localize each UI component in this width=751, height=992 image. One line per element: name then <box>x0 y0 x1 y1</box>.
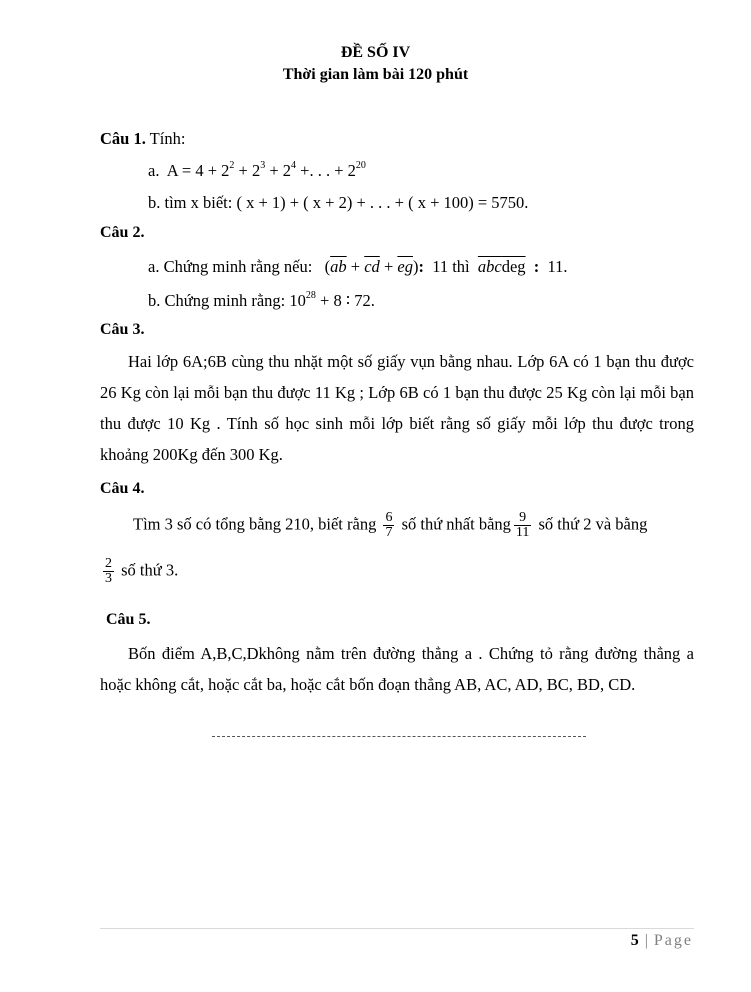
question-4-text: số thứ 3. <box>121 560 179 580</box>
footer-divider <box>100 928 694 929</box>
deg-part: deg <box>501 257 526 276</box>
question-3-label: Câu 3. <box>100 321 145 338</box>
page-number: 5 <box>630 932 640 949</box>
q1a-exp: 2 <box>229 159 235 171</box>
question-1a <box>148 161 366 181</box>
q1a-term: A = 4 + 2 <box>166 161 230 180</box>
question-4-line-1 <box>133 511 647 540</box>
question-1b: b. tìm x biết: ( x + 1) + ( x + 2) + . . . + ( x + 100) = 5750. <box>148 193 529 212</box>
fraction-9-11 <box>514 511 531 540</box>
question-3-text: Hai lớp 6A;6B cùng thu nhặt một số giấy vụn bằng nhau. Lớp 6A có 1 bạn thu được 26 Kg còn lại mỗi bạn thu được 11 Kg ; Lớp 6B có 1 bạn thu được 25 Kg còn lại mỗi bạn thu được 10 Kg . Tính số học sinh mỗi lớp biết rằng số giấy mỗi lớp thu được trong khoảng 200Kg đến 300 Kg. <box>100 352 694 464</box>
end-divider <box>212 736 586 737</box>
question-4-line-2 <box>100 557 178 586</box>
question-2a-text: a. Chứng minh rằng nếu: <box>148 257 313 276</box>
question-2-label: Câu 2. <box>100 224 145 241</box>
overline-cd: $\overline{cd}$ <box>364 257 380 276</box>
question-4-text: số thứ nhất bằng <box>401 514 511 534</box>
page-word: Page <box>653 932 693 949</box>
question-2b <box>148 291 375 311</box>
fraction-6-7 <box>383 511 394 540</box>
overline-abcdeg <box>478 257 526 276</box>
exam-title: ĐỀ SỐ IV <box>340 44 411 61</box>
question-2a-mid: 11 thì <box>432 257 470 276</box>
question-5-label: Câu 5. <box>106 611 151 628</box>
question-1-label: Câu 1. <box>100 129 146 148</box>
fraction-den: 11 <box>515 525 530 540</box>
question-1-intro: Tính: <box>149 129 186 148</box>
question-1 <box>100 129 185 149</box>
fraction-den: 7 <box>385 525 393 540</box>
overline-ab: $\overline{ab}$ <box>330 257 347 276</box>
question-2a-end: 11. <box>547 257 568 276</box>
q2b-exp: 28 <box>305 289 316 301</box>
divides-sign: : <box>418 257 424 276</box>
abc-part: abc <box>477 257 502 276</box>
question-4-text: Tìm 3 số có tổng bằng 210, biết rằng <box>133 514 377 534</box>
exam-duration: Thời gian làm bài 120 phút <box>282 66 469 83</box>
fraction-num: 6 <box>385 510 393 525</box>
footer-separator: | <box>644 932 649 949</box>
divides-sign: : <box>533 257 540 276</box>
q1a-term: + 2 <box>234 161 261 180</box>
fraction-den: 3 <box>105 571 112 586</box>
question-4-label: Câu 4. <box>100 480 145 497</box>
question-5-text: Bốn điểm A,B,C,Dkhông nằm trên đường thẳng a . Chứng tỏ rằng đường thẳng a hoặc không cắt, hoặc cắt ba, hoặc cắt bốn đoạn thẳng AB, AC, AD, BC, BD, CD. <box>100 644 694 694</box>
page-footer <box>631 932 693 950</box>
q1a-exp: 4 <box>291 159 297 171</box>
q1a-term: + 2 <box>265 161 292 180</box>
q1a-exp: 3 <box>260 159 266 171</box>
overline-eg: $\overline{eg}$ <box>397 257 413 276</box>
fraction-num: 2 <box>105 556 112 571</box>
fraction-2-3 <box>103 557 114 586</box>
q1a-term: +. . . + 2 <box>296 161 356 180</box>
question-4-text: số thứ 2 và bằng <box>538 514 648 534</box>
question-2b-end: + 8 ∶ 72. <box>315 291 375 310</box>
q1a-exp: 20 <box>355 159 366 171</box>
question-2b-text: b. Chứng minh rằng: 10 <box>148 291 306 310</box>
question-2a: a. Chứng minh rằng nếu: $(\overline{ab} + \overline{cd} + \overline{eg})$: 11 thì abcdeg : 11. <box>148 257 568 276</box>
question-1a-prefix: a. <box>148 161 160 180</box>
fraction-num: 9 <box>519 510 527 525</box>
